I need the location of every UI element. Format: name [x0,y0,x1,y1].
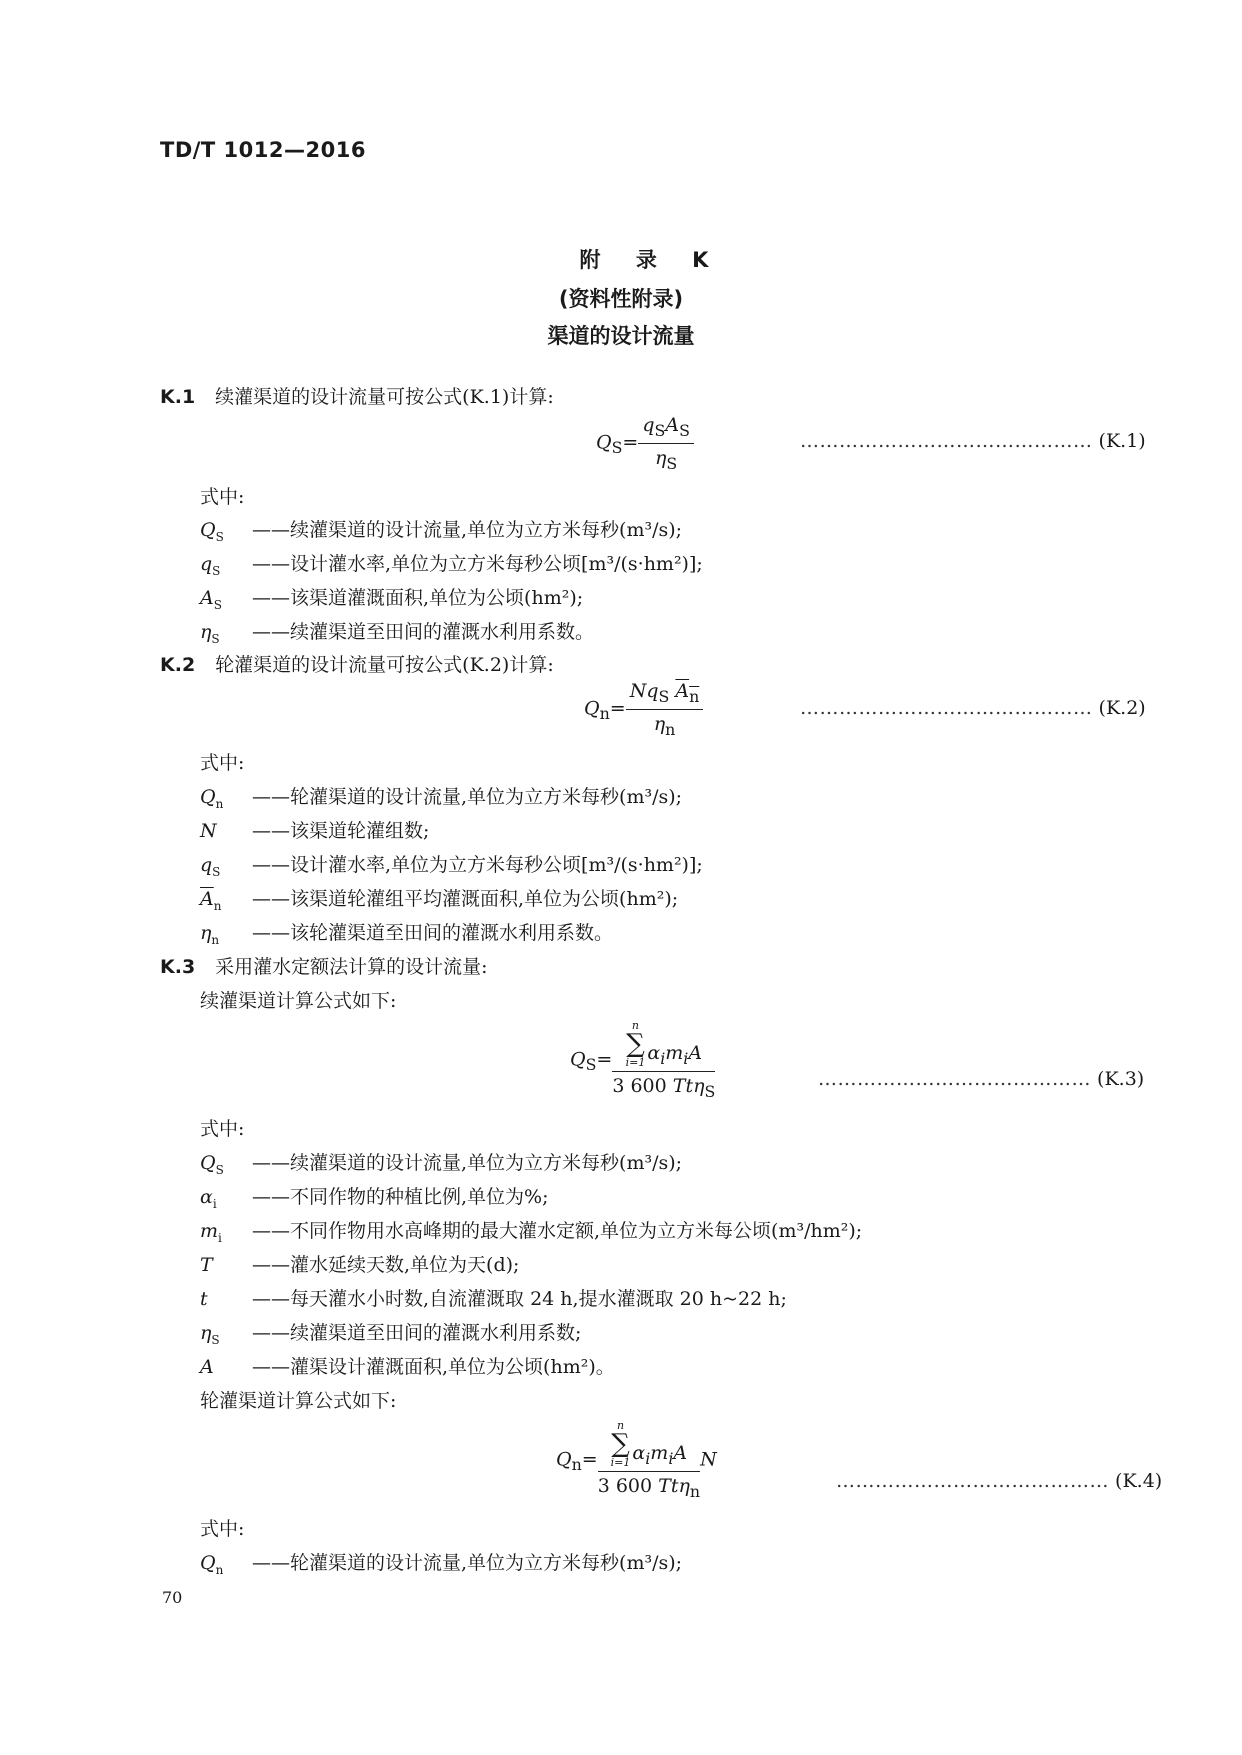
definition-item: t ——每天灌水小时数,自流灌溉取 24 h,提水灌溉取 20 h~22 h; [200,1288,787,1310]
formula-k3: $Q_S=$ n ∑ i=1 $\alpha_im_iA$ 3 600 Ttη$_S$ [570,1019,716,1101]
section-text: 续灌渠道的设计流量可按公式(K.1)计算: [215,386,554,408]
page-number: 70 [162,1588,183,1607]
formula-k2: $Q_n=$ $\frac{Nq_S A_n}{\eta_n}$ [584,680,703,739]
section-k2 [160,650,554,677]
section-number: K.3 [160,956,196,978]
annex-label: 附 录 K [579,248,723,272]
where-label: 式中: [200,486,245,508]
definition-item: $Q_S$ ——续灌渠道的设计流量,单位为立方米每秒(m³/s); [200,1152,683,1177]
definition-item: $A_S$ ——该渠道灌溉面积,单位为公顷(hm²); [200,587,584,612]
rotational-formula-intro: 轮灌渠道计算公式如下: [200,1390,397,1412]
section-k1 [160,382,554,409]
annex-type: (资料性附录) [558,287,684,311]
definition-item: N ——该渠道轮灌组数; [200,820,430,842]
definition-item: $\alpha_i$ ——不同作物的种植比例,单位为%; [200,1186,549,1211]
equation-number-k2: ……………………………………… (K.2) [800,697,1146,719]
formula-k1: $Q_S=$ $\frac{q_SA_S}{\eta_S}$ [596,414,694,473]
where-label: 式中: [200,1118,245,1140]
definition-item: $q_S$ ——设计灌水率,单位为立方米每秒公顷[m³/(s·hm²)]; [200,854,703,879]
definition-item: $\overline{A}_n$ ——该渠道轮灌组平均灌溉面积,单位为公顷(hm²); [200,888,679,913]
definition-item: $q_S$ ——设计灌水率,单位为立方米每秒公顷[m³/(s·hm²)]; [200,553,703,578]
section-number: K.2 [160,654,196,676]
document-id: TD/T 1012—2016 [160,138,366,162]
definition-item: $Q_S$ ——续灌渠道的设计流量,单位为立方米每秒(m³/s); [200,519,683,544]
section-text: 轮灌渠道的设计流量可按公式(K.2)计算: [215,654,554,676]
where-label: 式中: [200,752,245,774]
definition-item: $m_i$ ——不同作物用水高峰期的最大灌水定额,单位为立方米每公顷(m³/hm²); [200,1220,863,1245]
definition-item: A ——灌渠设计灌溉面积,单位为公顷(hm²)。 [200,1356,615,1378]
section-k3 [160,952,488,979]
definition-item: $Q_n$ ——轮灌渠道的设计流量,单位为立方米每秒(m³/s); [200,786,683,811]
definition-item: $\eta_n$ ——该轮灌渠道至田间的灌溉水利用系数。 [200,922,614,947]
definition-item: $\eta_S$ ——续灌渠道至田间的灌溉水利用系数。 [200,621,595,646]
definition-item: T ——灌水延续天数,单位为天(d); [200,1254,520,1276]
definition-item: $Q_n$ ——轮灌渠道的设计流量,单位为立方米每秒(m³/s); [200,1552,683,1577]
equation-number-k4: …………………………………… (K.4) [836,1470,1163,1492]
equation-number-k3: …………………………………… (K.3) [818,1068,1145,1090]
annex-title: 渠道的设计流量 [547,324,695,348]
section-text: 采用灌水定额法计算的设计流量: [215,956,488,978]
section-number: K.1 [160,386,196,408]
definition-item: $\eta_S$ ——续灌渠道至田间的灌溉水利用系数; [200,1322,582,1347]
where-label: 式中: [200,1518,245,1540]
equation-number-k1: ……………………………………… (K.1) [800,430,1146,452]
continuous-formula-intro: 续灌渠道计算公式如下: [200,990,397,1012]
formula-k4: $Q_n=$ n ∑ i=1 $\alpha_im_iA$ 3 600 Ttη$_n$ N [556,1419,717,1501]
